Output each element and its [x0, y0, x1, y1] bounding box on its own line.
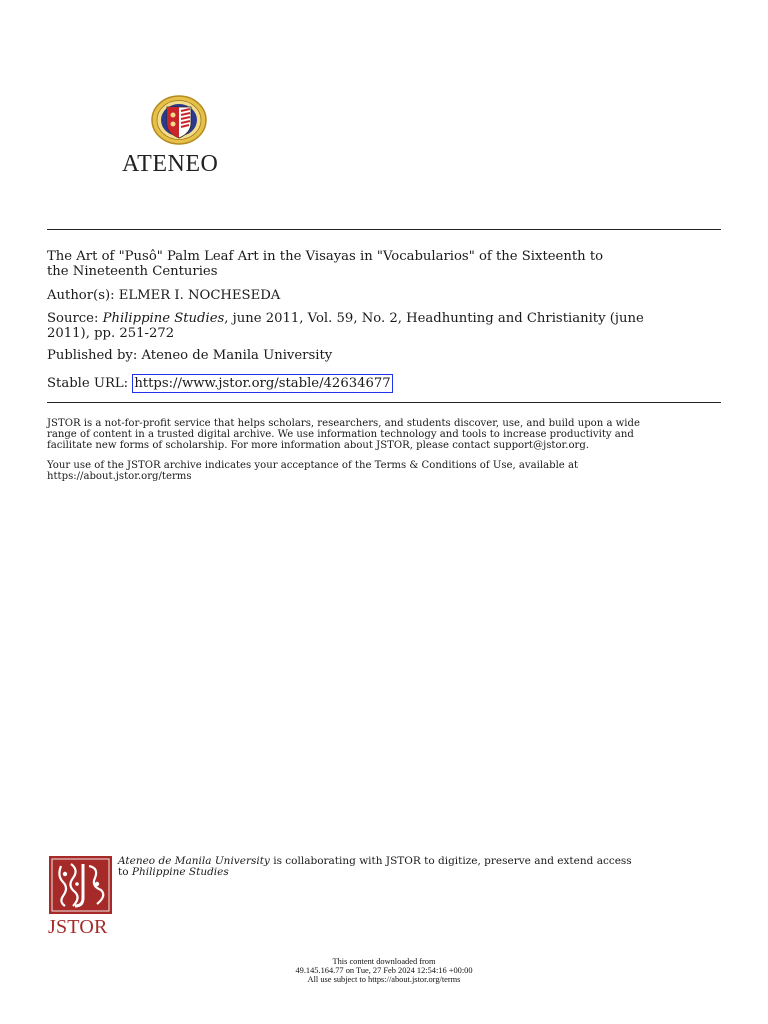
ateneo-seal-icon: [150, 95, 208, 145]
notice-line: facilitate new forms of scholarship. For more information about JSTOR, please contact support@jstor.org.: [47, 440, 590, 452]
source-details-line2: 2011), pp. 251-272: [47, 325, 175, 341]
collab-journal: Philippine Studies: [131, 866, 229, 879]
article-title: [47, 250, 723, 279]
article-metadata: [47, 250, 723, 400]
collab-institution: Ateneo de Manila University: [118, 855, 270, 867]
published-label: Published by:: [47, 348, 138, 363]
stable-url-link[interactable]: https://www.jstor.org/stable/42634677: [134, 376, 391, 391]
jstor-wordmark: JSTOR: [48, 916, 108, 938]
notice-line: range of content in a trusted digital archive. We use information technology and tools to increase productivity and: [47, 429, 634, 441]
collab-to: to: [118, 866, 132, 879]
footer-line2: 49.145.164.77 on Tue, 27 Feb 2024 12:54:16 +00:00: [295, 966, 473, 976]
jstor-notice: [47, 418, 727, 452]
source-line: [47, 312, 723, 341]
authors-label: Author(s):: [47, 288, 115, 303]
middle-divider: [47, 402, 721, 403]
published-value: Ateneo de Manila University: [141, 348, 333, 363]
article-title-line2: the Nineteenth Centuries: [47, 263, 218, 279]
published-by-line: [47, 349, 723, 364]
publisher-logo: [122, 95, 238, 178]
article-title-line1: The Art of "Pusô" Palm Leaf Art in the Visayas in "Vocabularios" of the Sixteenth to: [47, 249, 604, 264]
terms-notice: [47, 460, 727, 482]
notice-line: JSTOR is a not-for-profit service that helps scholars, researchers, and students discover, use, and build upon a wide: [47, 418, 640, 429]
footer-line3: All use subject to https://about.jstor.org/terms: [307, 975, 461, 985]
download-footer: [0, 957, 768, 985]
authors-line: [47, 289, 723, 304]
stable-url-label: Stable URL:: [47, 376, 129, 391]
stable-url-line: [47, 374, 723, 393]
collaboration-statement: [118, 856, 718, 879]
footer-line1: This content downloaded from: [332, 957, 436, 966]
source-label: Source:: [47, 311, 99, 326]
publisher-name: ATENEO: [122, 151, 219, 177]
jstor-logo-icon: [49, 856, 112, 914]
authors-value: ELMER I. NOCHESEDA: [118, 288, 281, 303]
terms-line: Your use of the JSTOR archive indicates your acceptance of the Terms & Conditions of Use, available at: [47, 460, 579, 471]
source-journal: Philippine Studies: [102, 311, 225, 326]
collab-text: is collaborating with JSTOR to digitize, preserve and extend access: [269, 855, 632, 867]
jstor-logo: [49, 856, 112, 939]
source-details-line1: , june 2011, Vol. 59, No. 2, Headhunting and Christianity (june: [224, 311, 644, 326]
terms-url[interactable]: https://about.jstor.org/terms: [47, 471, 192, 483]
top-divider: [47, 229, 721, 230]
